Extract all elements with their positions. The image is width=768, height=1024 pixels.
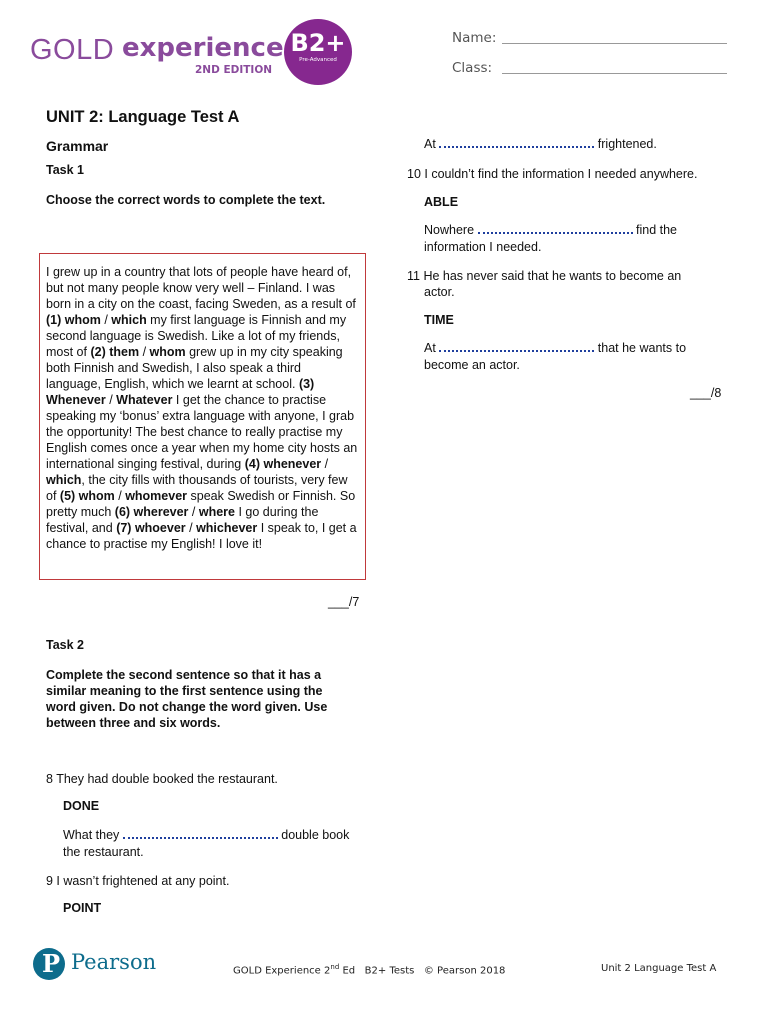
- q9-after: frightened.: [597, 137, 657, 151]
- footer-book-rest: Ed B2+ Tests © Pearson 2018: [339, 965, 506, 977]
- q8-gap[interactable]: [123, 827, 278, 839]
- q11-after2: become an actor.: [424, 358, 520, 372]
- q11-gap[interactable]: [439, 340, 594, 352]
- name-label: Name:: [452, 30, 497, 46]
- passage-text: /: [188, 505, 199, 519]
- q10-after: find the: [636, 223, 678, 237]
- passage-text: my first language is Finnish and my second language is Swedish. Like a lot of my friends, most of: [46, 313, 347, 359]
- footer-unit-ref: Unit 2 Language Test A: [601, 963, 717, 974]
- q11-before: At: [424, 341, 436, 355]
- q10-keyword: ABLE: [424, 195, 459, 209]
- question-9: 9 I wasn’t frightened at any point.: [46, 874, 230, 888]
- level-text: B2+: [290, 29, 346, 57]
- passage-text: , the city fills with thousands of tourists, very few of: [46, 473, 348, 503]
- question-11: [407, 268, 681, 300]
- passage-text: /: [185, 521, 197, 535]
- q9-before: At: [424, 137, 436, 151]
- class-line[interactable]: [502, 73, 727, 74]
- answer-option[interactable]: (5) whom: [59, 489, 115, 503]
- footer-book-info: [233, 963, 505, 976]
- answer-option[interactable]: where: [198, 505, 235, 519]
- q9-keyword: POINT: [63, 901, 102, 915]
- task1-instructions: Choose the correct words to complete the text.: [46, 193, 326, 207]
- passage-text: I get the chance to practise speaking my ‘bonus’ extra language with anyone, I grab the opportunity! The best chance to really practise my English comes once a year when my home city hosts an international singing festival, during: [46, 393, 358, 471]
- q8-before: What they: [63, 828, 120, 842]
- answer-option[interactable]: (6) wherever: [114, 505, 189, 519]
- answer-option[interactable]: (4) whenever: [244, 457, 322, 471]
- task1-label: Task 1: [46, 163, 84, 177]
- answer-option[interactable]: which: [46, 473, 82, 487]
- question-8: 8 They had double booked the restaurant.: [46, 772, 278, 786]
- section-heading: Grammar: [46, 138, 109, 154]
- q11-keyword: TIME: [424, 313, 454, 327]
- answer-option[interactable]: whomever: [125, 489, 188, 503]
- answer-option[interactable]: (7) whoever: [116, 521, 186, 535]
- passage-text: /: [100, 313, 112, 327]
- q10-answer: [424, 222, 724, 256]
- name-field[interactable]: [452, 30, 496, 46]
- footer-book-title: GOLD Experience 2: [233, 965, 331, 977]
- answer-option[interactable]: whom: [149, 345, 186, 359]
- q9-answer: [424, 136, 657, 153]
- footer-book-ordinal: nd: [330, 963, 340, 971]
- passage-text: /: [139, 345, 150, 359]
- answer-option[interactable]: (3) Whenever: [46, 377, 315, 407]
- passage-text: grew up in my city speaking both Finnish and Swedish, I also speak a third language, English, which we learnt at school.: [46, 345, 343, 391]
- q10-before: Nowhere: [424, 223, 475, 237]
- answer-option[interactable]: (1) whom: [46, 313, 101, 327]
- q8-after: double book: [281, 828, 350, 842]
- passage-text: /: [114, 489, 126, 503]
- task1-score: ___/7: [328, 595, 360, 609]
- q8-keyword: DONE: [63, 799, 100, 813]
- pearson-circle-icon: P: [33, 948, 65, 980]
- name-line[interactable]: [502, 43, 727, 44]
- q8-answer: [63, 827, 363, 861]
- answer-option[interactable]: which: [111, 313, 147, 327]
- pearson-wordmark: Pearson: [71, 950, 157, 974]
- q10-gap[interactable]: [478, 222, 633, 234]
- answer-option[interactable]: (2) them: [90, 345, 140, 359]
- level-subtext: Pre-Advanced: [299, 57, 337, 63]
- pearson-logo: [33, 948, 163, 988]
- reading-passage: [39, 253, 366, 580]
- logo-gold-text: GOLD: [30, 34, 115, 66]
- answer-option[interactable]: Whatever: [116, 393, 173, 407]
- q8-after2: the restaurant.: [63, 845, 144, 859]
- task2-instructions: Complete the second sentence so that it has a similar meaning to the first sentence using the word given. Do not change the word given. Use between three and six words.: [46, 668, 328, 730]
- q11-prompt2: actor.: [424, 285, 455, 299]
- q10-after2: information I needed.: [424, 240, 542, 254]
- unit-title: UNIT 2: Language Test A: [46, 108, 240, 126]
- q11-prompt: 11 He has never said that he wants to become an: [407, 269, 682, 283]
- q11-answer: [424, 340, 724, 374]
- task2-score: ___/8: [690, 386, 722, 400]
- passage-text: I grew up in a country that lots of people have heard of, but not many people know very well – Finland. I was born in a city on the coast, facing Sweden, as a result of: [46, 265, 356, 311]
- page-header: [0, 0, 768, 90]
- passage-text: I go during the festival, and: [46, 505, 319, 535]
- passage-text: speak Swedish or Finnish. So pretty much: [46, 489, 356, 519]
- class-field[interactable]: [452, 60, 492, 76]
- passage-text: /: [321, 457, 329, 471]
- level-badge: [284, 19, 352, 85]
- q11-after: that he wants to: [597, 341, 687, 355]
- logo-edition-text: 2ND EDITION: [195, 64, 273, 76]
- passage-text: /: [105, 393, 117, 407]
- question-10: 10 I couldn’t find the information I needed anywhere.: [407, 167, 698, 181]
- class-label: Class:: [452, 60, 493, 76]
- task2-label: Task 2: [46, 638, 84, 652]
- q9-gap[interactable]: [439, 136, 594, 148]
- passage-text: I speak to, I get a chance to practise my English! I love it!: [46, 521, 357, 551]
- answer-option[interactable]: whichever: [196, 521, 258, 535]
- logo-experience-text: experience: [122, 33, 284, 63]
